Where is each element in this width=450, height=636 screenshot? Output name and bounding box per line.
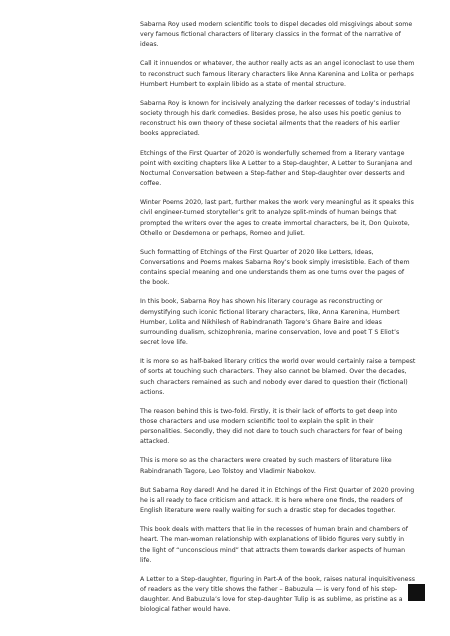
paragraph-8: It is more so as half-baked literary critics the world over would certainly raise a tempest of sorts at touching such characters. They also cannot be blamed. Over the decades, such characters remained as such and nobody ever dared to question their (fictional) actions.	[140, 358, 416, 396]
paragraph-5: Winter Poems 2020, last part, further makes the work very meaningful as it speaks this civil engineer-turned storyteller’s grit to analyze split-minds of human beings that prompted the writers over the ages to create immortal characters, be it, Don Quixote, Othello or Desdemona or perhaps, Romeo and Juliet.	[140, 199, 414, 237]
paragraph-1: Sabarna Roy used modern scientific tools to dispel decades old misgivings about some very famous fictional characters of literary classics in the format of the narrative of ideas.	[140, 21, 413, 49]
paragraph-3: Sabarna Roy is known for incisively analyzing the darker recesses of today’s industrial society through his dark comedies. Besides prose, he also uses his poetic genius to reconstruct his own theory of these societal ailments that the readers of his earlier books appreciated.	[140, 99, 411, 138]
paragraph-7: In this book, Sabarna Roy has shown his literary courage as reconstructing or demystifying such iconic fictional literary characters, like, Anna Karenina, Humbert Humber, Lolita and Nikhilesh of Rabindranath Tagore’s Ghare Baire and ideas surrounding dualism, schizophrenia, marine conservation, love and poet T S Eliot’s secret love life.	[140, 298, 400, 347]
paragraph-4: Etchings of the First Quarter of 2020 is wonderfully schemed from a literary vantage point with exciting chapters like A Letter to a Step-daughter, A Letter to Suranjana and Nocturnal Conversation between a Step-father and Step-daughter over desserts and coffee.	[140, 149, 413, 188]
paragraph-11: But Sabarna Roy dared! And he dared it in Etchings of the First Quarter of 2020 proving he is all ready to face criticism and attack. It is here where one finds, the readers of English literature were really waiting for such a drastic step for decades together.	[140, 486, 415, 515]
paragraph-10: This is more so as the characters were created by such masters of literature like Rabindranath Tagore, Leo Tolstoy and Vladimir Nabokov.	[140, 457, 392, 475]
paragraph-12: This book deals with matters that lie in the recesses of human brain and chambers of heart. The man-woman relationship with explanations of libido figures very subtly in the light of “unconscious mind” that attracts them towards darker aspects of human life.	[140, 526, 408, 564]
paragraph-2: Call it innuendos or whatever, the author really acts as an angel iconoclast to use them to reconstruct such famous literary characters like Anna Karenina and Lolita or perhaps Humbert Humbert to explain libido as a state of mental structure.	[140, 60, 415, 88]
document-page	[140, 20, 416, 625]
paragraph-6: Such formatting of Etchings of the First Quarter of 2020 like Letters, Ideas, Conversations and Poems makes Sabarna Roy’s book simply irresistible. Each of them contains special meaning and one understands them as one turns over the pages of the book.	[140, 248, 410, 287]
corner-block	[408, 584, 425, 601]
paragraph-9: The reason behind this is two-fold. Firstly, it is their lack of efforts to get deep into those characters and use modern scientific tool to explain the split in their personalities. Secondly, they did not dare to touch such characters for fear of being attacked.	[140, 407, 403, 446]
paragraph-13: A Letter to a Step-daughter, figuring in Part-A of the book, raises natural inquisitiveness of readers as the very title shows the father – Babuzula — is very fond of his step-daughter. And Babuzula’s love for step-daughter Tulip is as sublime, as pristine as a biological father would have.	[140, 575, 416, 614]
